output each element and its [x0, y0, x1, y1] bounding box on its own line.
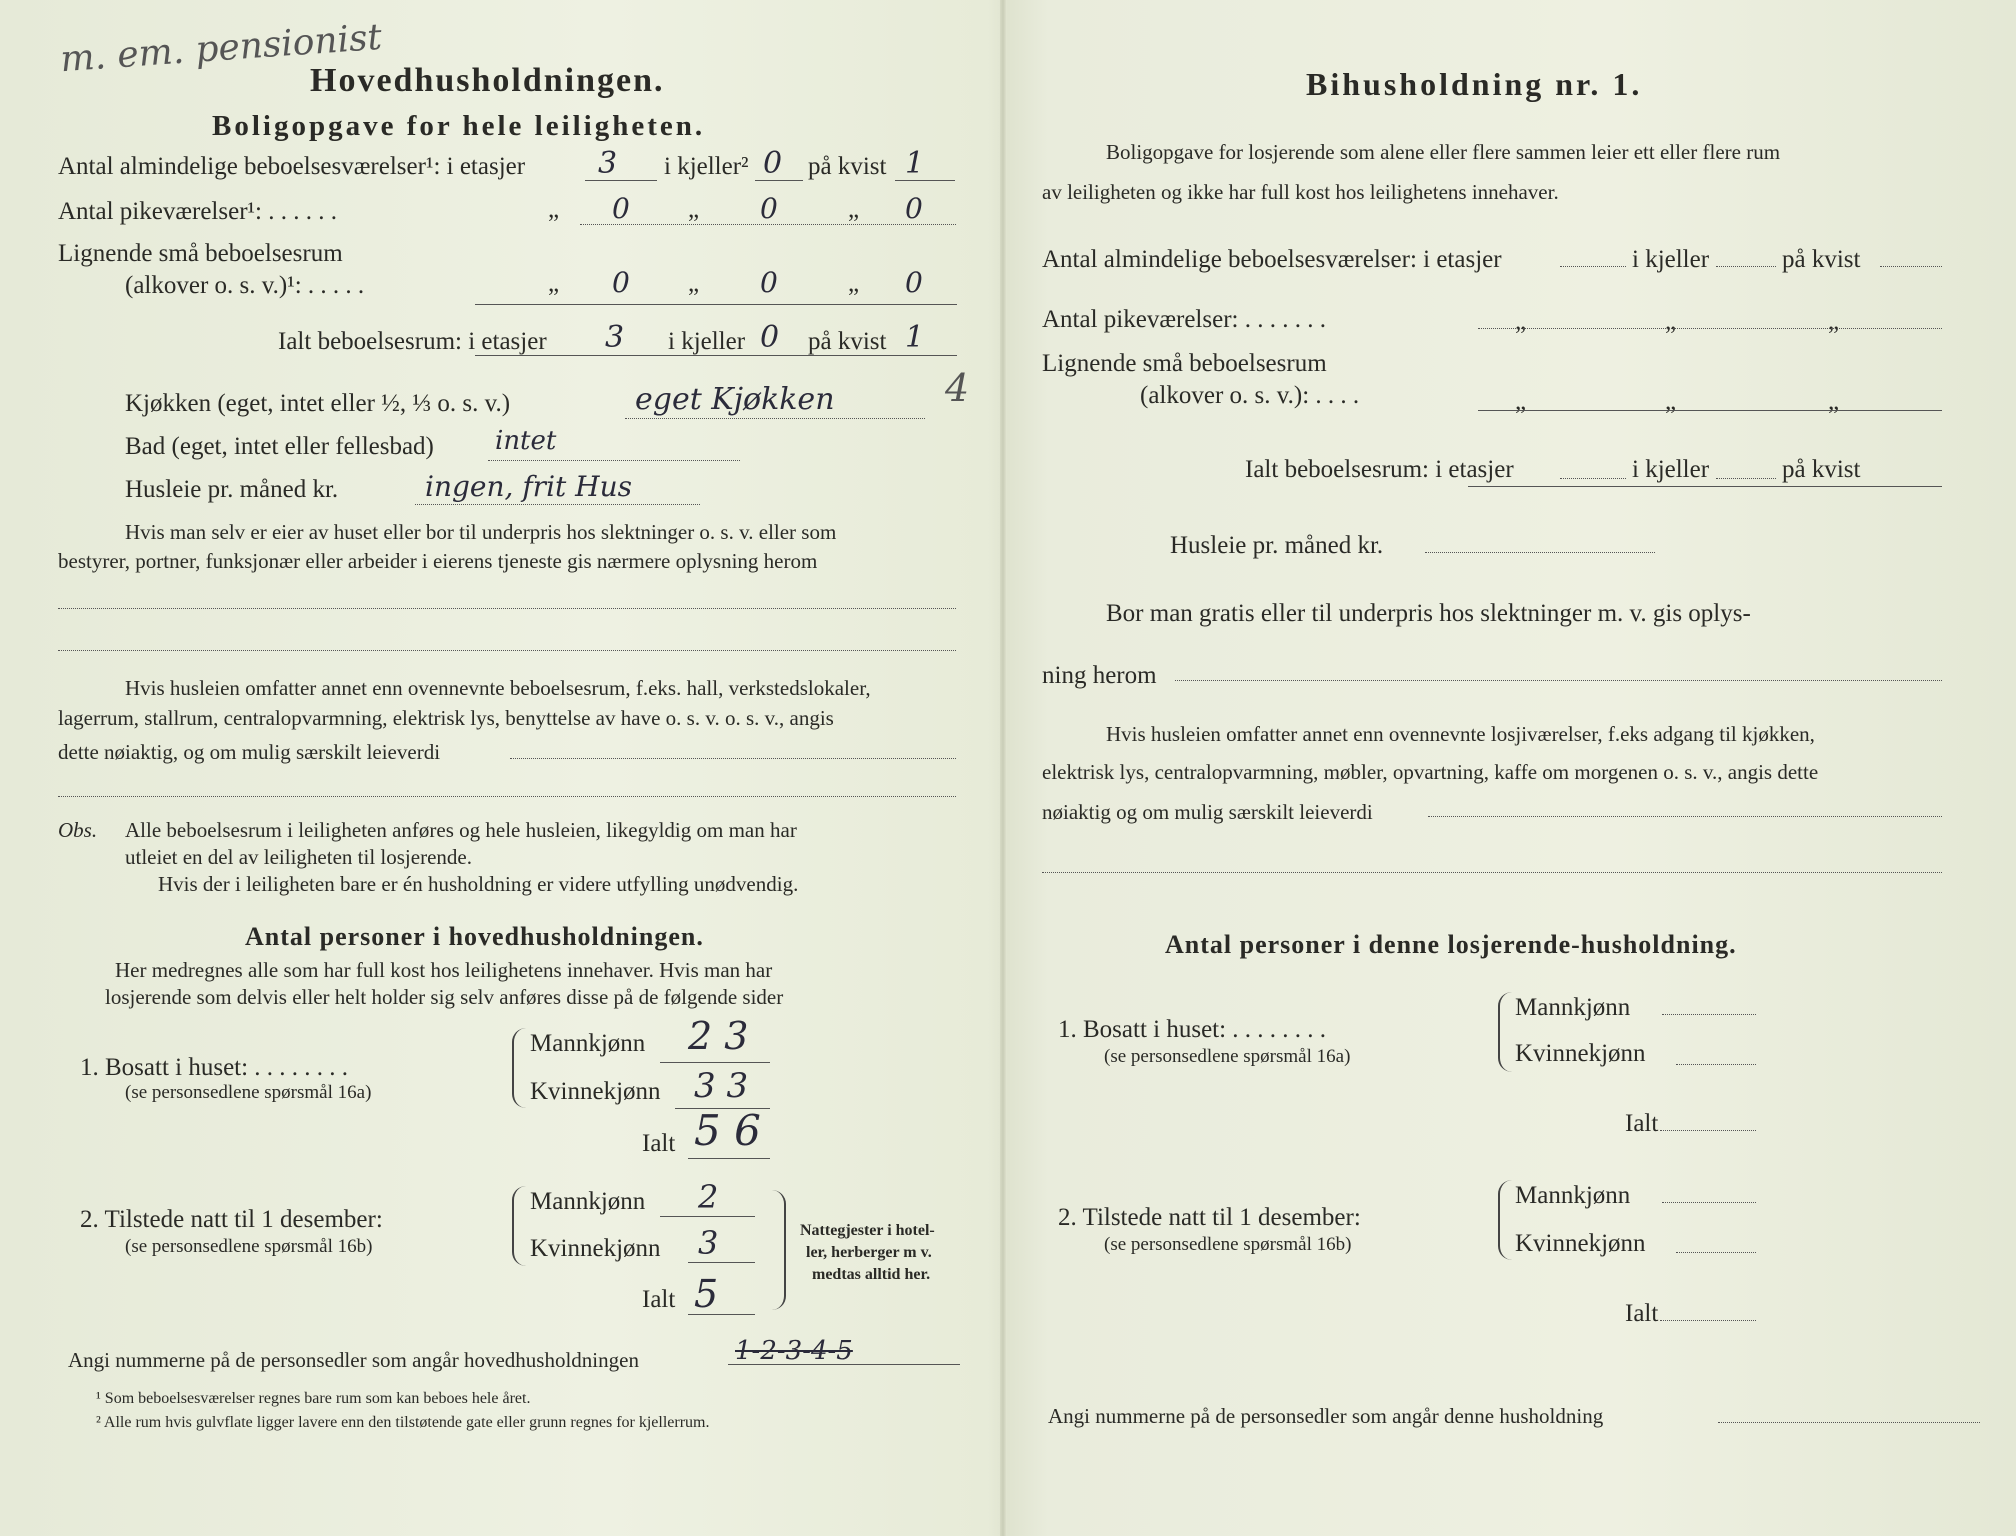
margin-number: 4	[945, 366, 970, 410]
alcove-label-a: Lignende små beboelsesrum	[58, 240, 343, 267]
handwritten-annotation: m. em. pensionist	[58, 16, 384, 81]
rooms-kjeller-value: 0	[763, 146, 783, 181]
right-title: Bihusholdning nr. 1.	[1306, 66, 1643, 102]
q2-present-label: 2. Tilstede natt til 1 desember:	[80, 1206, 383, 1233]
left-persons-title: Antal personer i hovedhusholdningen.	[245, 922, 704, 951]
left-numbers-label: Angi nummerne på de personsedler som angår hovedhusholdningen	[68, 1348, 639, 1372]
bath-value: intet	[495, 426, 557, 456]
right-intro-b: av leiligheten og ikke har full kost hos leilighetens innehaver.	[1042, 180, 1559, 204]
maid-rooms-label: Antal pikeværelser¹: . . . . . .	[58, 198, 337, 225]
maid-rooms-kvist: 0	[905, 192, 923, 225]
alcove-kjeller: 0	[760, 266, 778, 299]
rooms-etasjer-value: 3	[598, 146, 618, 181]
q1-male-value: 2 3	[688, 1014, 749, 1058]
rooms-row-label: Antal almindelige beboelsesværelser¹: i etasjer	[58, 153, 526, 180]
total-etasjer: 3	[605, 320, 625, 355]
q2-total-value: 5	[694, 1272, 719, 1316]
total-rooms-label: Ialt beboelsesrum: i etasjer	[278, 328, 547, 355]
q1-total-value: 5 6	[694, 1106, 761, 1155]
maid-rooms-etasjer: 0	[612, 192, 630, 225]
right-persons-title: Antal personer i denne losjerende-husholdning.	[1165, 930, 1737, 959]
q1-resident-label: 1. Bosatt i huset: . . . . . . . .	[80, 1054, 349, 1081]
total-kvist: 1	[905, 320, 925, 355]
right-intro-a: Boligopgave for losjerende som alene eller flere sammen leier ett eller flere rum	[1106, 140, 1781, 164]
left-title: Hovedhusholdningen.	[310, 62, 665, 99]
right-numbers-label: Angi nummerne på de personsedler som angår denne husholdning	[1048, 1404, 1604, 1428]
alcove-etasjer: 0	[612, 266, 630, 299]
page-fold	[1000, 0, 1006, 1536]
rooms-kjeller-label: i kjeller²	[664, 153, 749, 180]
total-kjeller: 0	[760, 320, 780, 355]
kitchen-value: eget Kjøkken	[635, 382, 835, 417]
rent-value: ingen, frit Hus	[425, 470, 632, 503]
q2-female-value: 3	[698, 1224, 719, 1262]
q1-female-value: 3 3	[694, 1066, 749, 1106]
bath-label: Bad (eget, intet eller fellesbad)	[125, 433, 434, 460]
rooms-kvist-value: 1	[905, 146, 925, 181]
census-form-sheet: m. em. pensionist Hovedhusholdningen. Boligopgave for hele leiligheten. Antal almindelige beboelsesværelser¹: i etasjer 3 i kjeller² 0 på kvist 1 Antal pikeværelser¹: . . . . . . „ 0 „ 0 „ 0 Lignende små beboelsesrum (alkover o. s. v.)¹: . . . . . „ 0 „ 0 „ 0 Ialt beboelsesrum: i etasjer 3 i kjeller 0 på kvist 1 4 Kjøkken (eget, intet eller ½, ⅓ o. s. v.) eget Kjøkken Bad (eget, intet eller fellesbad) intet Husleie pr. måned kr. ingen, frit Hus Hvis man selv er eier av huset eller bor til underpris hos slektninger o. s. v. eller som bestyrer, portner, funksjonær eller arbeider i eierens tjeneste gis nærmere oplysning herom Hvis husleien omfatter annet enn ovennevnte beboelsesrum, f.eks. hall, verkstedslokaler, lagerrum, stallrum, centralopvarmning, elektrisk lys, benyttelse av have o. s. v. o. s. v., angis dette nøiaktig, og om mulig særskilt leieverdi Obs. Alle beboelsesrum i leiligheten anføres og hele husleien, likegyldig om man har utleiet en del av leiligheten til losjerende. Hvis der i leiligheten bare er én husholdning er videre utfylling unødvendig. Antal personer i hovedhusholdningen. Her medregnes alle som har full kost hos leilighetens innehaver. Hvis man har losjerende som delvis eller helt holder sig selv anføres disse på de følgende sider 1. Bosatt i huset: . . . . . . . . (se personsedlene spørsmål 16a) Mannkjønn 2 3 Kvinnekjønn 3 3 Ialt 5 6 2. Tilstede natt til 1 desember: (se personsedlene spørsmål 16b) Mannkjønn 2 Kvinnekjønn 3 Ialt 5 Nattegjester i hotel- ler, herberger m v. medtas alltid her. Angi nummerne på de personsedler som angår hovedhusholdningen 1-2-3-4-5 ¹ Som beboelsesværelser regnes bare rum som kan beboes hele året. ² Alle rum hvis gulvflate ligger lavere enn den tilstøtende gate eller grunn regnes for kjellerrum. Bihusholdning nr. 1. Boligopgave for losjerende som alene eller flere sammen leier ett eller flere rum av leiligheten og ikke har full kost hos leilighetens innehaver. Antal almindelige beboelsesværelser: i etasjer i kjeller på kvist Antal pikeværelser: . . . . . . . „ „ „ Lignende små beboelsesrum (alkover o. s. v.): . . . . „ „ „ Ialt beboelsesrum: i etasjer i kjeller på kvist Husleie pr. måned kr. Bor man gratis eller til underpris hos slektninger m. v. gis oplys- ning herom Hvis husleien omfatter annet enn ovennevnte losjiværelser, f.eks adgang til kjøkken, elektrisk lys, centralopvarmning, møbler, opvartning, kaffe om morgenen o. s. v., angis dette nøiaktig og om mulig særskilt leieverdi Antal personer i denne losjerende-husholdning. 1. Bosatt i huset: . . . . . . . . (se personsedlene spørsmål 16a) Mannkjønn Kvinnekjønn Ialt 2. Tilstede natt til 1 desember: (se personsedlene spørsmål 16b) Mannkjønn Kvinnekjønn Ialt Angi nummerne på de personsedler som angår denne husholdning	[0, 0, 2016, 1536]
alcove-kvist: 0	[905, 266, 923, 299]
left-subtitle: Boligopgave for hele leiligheten.	[212, 110, 706, 142]
kitchen-label: Kjøkken (eget, intet eller ½, ⅓ o. s. v.)	[125, 390, 511, 417]
q2-male-value: 2	[698, 1178, 719, 1216]
alcove-label-b: (alkover o. s. v.)¹: . . . . .	[125, 272, 365, 299]
rent-label: Husleie pr. måned kr.	[125, 476, 339, 503]
left-numbers-value: 1-2-3-4-5	[735, 1336, 853, 1366]
rooms-kvist-label: på kvist	[808, 153, 887, 180]
maid-rooms-kjeller: 0	[760, 192, 778, 225]
